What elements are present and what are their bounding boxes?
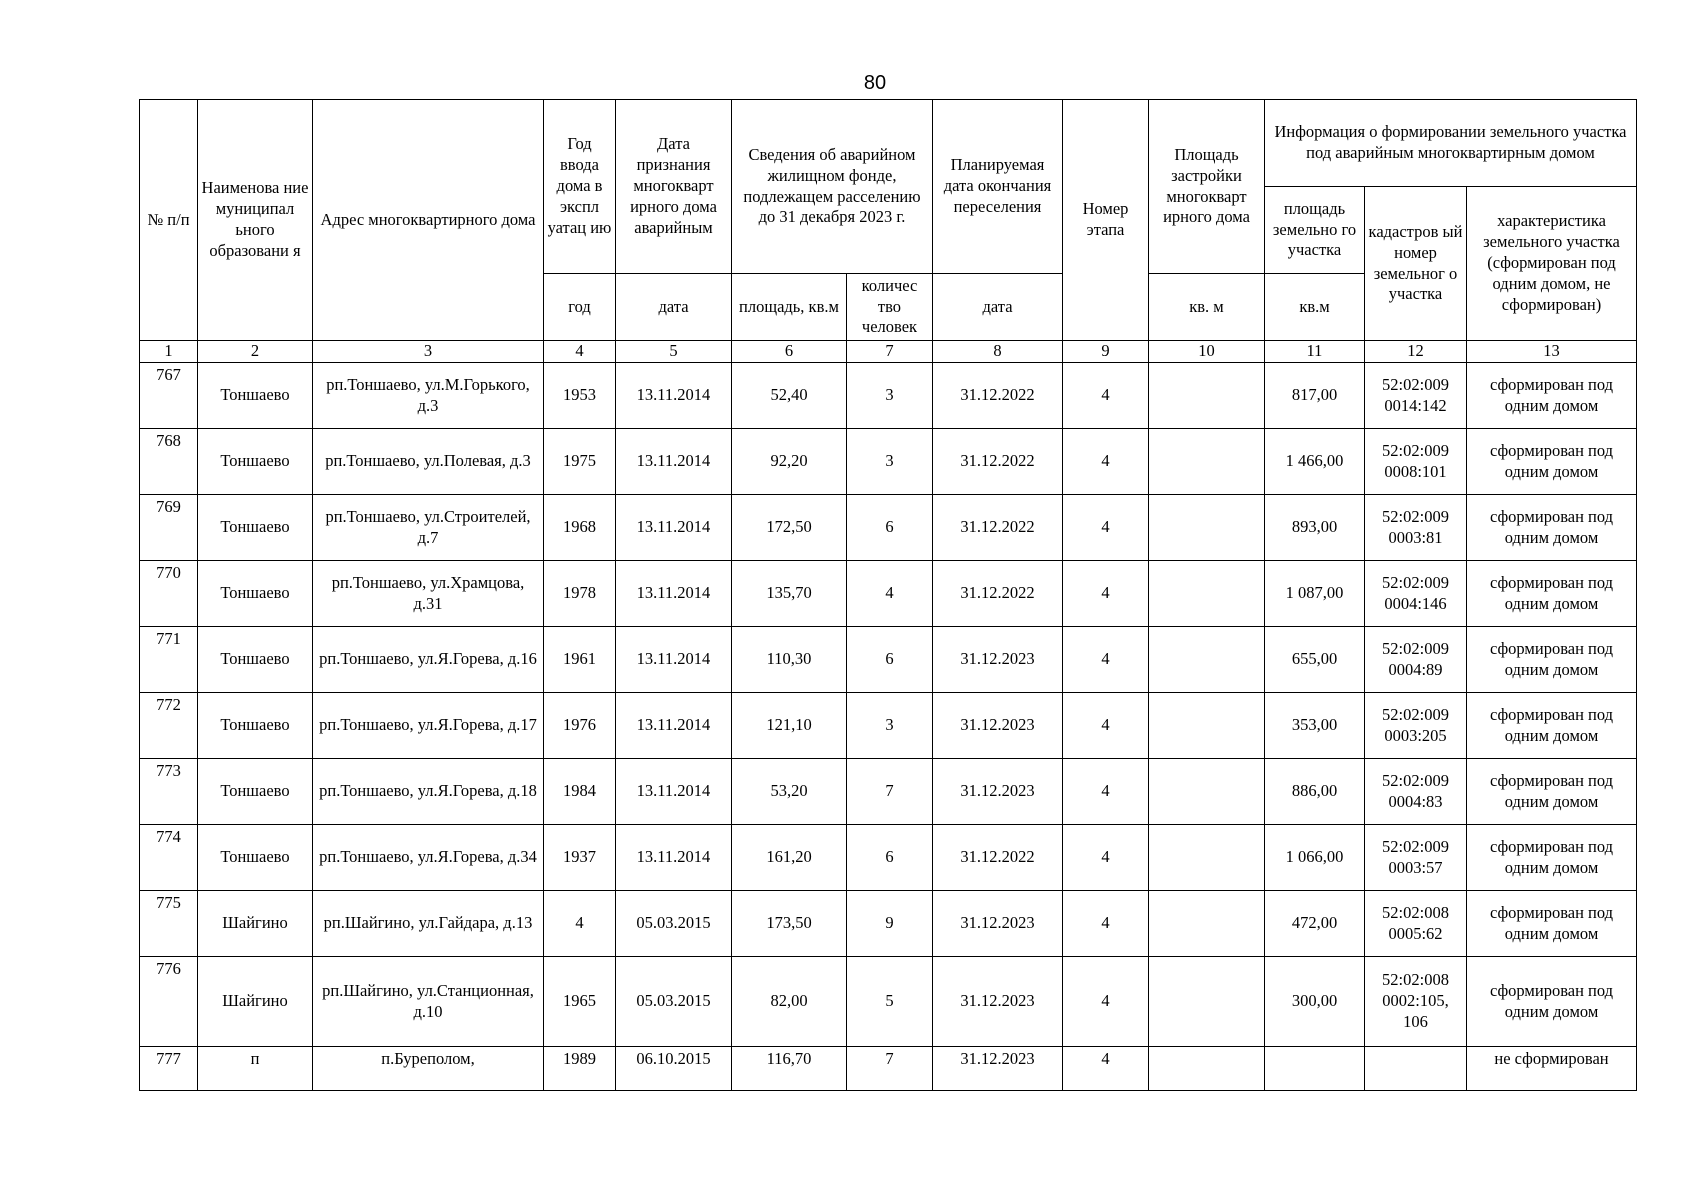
table-row bbox=[140, 627, 1637, 693]
header-building-area: Площадь застройки многокварт ирного дома bbox=[1149, 100, 1265, 274]
stage-cell: 4 bbox=[1063, 957, 1149, 1047]
building-area-cell bbox=[1149, 561, 1265, 627]
recognition-date-cell: 13.11.2014 bbox=[616, 627, 732, 693]
people-cell: 6 bbox=[847, 825, 933, 891]
year-cell: 1975 bbox=[544, 429, 616, 495]
cadastral-cell: 52:02:008 0002:105, 106 bbox=[1365, 957, 1467, 1047]
people-cell: 5 bbox=[847, 957, 933, 1047]
people-cell: 3 bbox=[847, 429, 933, 495]
cadastral-cell bbox=[1365, 1047, 1467, 1091]
area-cell: 121,10 bbox=[732, 693, 847, 759]
land-area-cell: 1 466,00 bbox=[1265, 429, 1365, 495]
column-number: 5 bbox=[616, 341, 732, 363]
cadastral-cell: 52:02:009 0014:142 bbox=[1365, 363, 1467, 429]
year-cell: 4 bbox=[544, 891, 616, 957]
characteristic-cell: сформирован под одним домом bbox=[1467, 759, 1637, 825]
row-number: 772 bbox=[140, 693, 198, 759]
planned-date-cell: 31.12.2023 bbox=[933, 891, 1063, 957]
row-number: 774 bbox=[140, 825, 198, 891]
table-row bbox=[140, 825, 1637, 891]
municipality-cell: Тоншаево bbox=[198, 495, 313, 561]
stage-cell: 4 bbox=[1063, 891, 1149, 957]
people-cell: 7 bbox=[847, 759, 933, 825]
land-area-cell: 817,00 bbox=[1265, 363, 1365, 429]
recognition-date-cell: 06.10.2015 bbox=[616, 1047, 732, 1091]
year-cell: 1976 bbox=[544, 693, 616, 759]
table-row bbox=[140, 759, 1637, 825]
people-cell: 6 bbox=[847, 495, 933, 561]
municipality-cell: Тоншаево bbox=[198, 561, 313, 627]
recognition-date-cell: 13.11.2014 bbox=[616, 363, 732, 429]
year-cell: 1937 bbox=[544, 825, 616, 891]
row-number: 770 bbox=[140, 561, 198, 627]
header-land-area: площадь земельно го участка bbox=[1265, 187, 1365, 274]
table-row bbox=[140, 891, 1637, 957]
area-cell: 135,70 bbox=[732, 561, 847, 627]
address-cell: рп.Тоншаево, ул.Храмцова, д.31 bbox=[313, 561, 544, 627]
column-number: 8 bbox=[933, 341, 1063, 363]
address-cell: рп.Шайгино, ул.Гайдара, д.13 bbox=[313, 891, 544, 957]
stage-cell: 4 bbox=[1063, 561, 1149, 627]
cadastral-cell: 52:02:009 0003:81 bbox=[1365, 495, 1467, 561]
table-row bbox=[140, 429, 1637, 495]
column-number: 7 bbox=[847, 341, 933, 363]
stage-cell: 4 bbox=[1063, 1047, 1149, 1091]
table-row bbox=[140, 957, 1637, 1047]
planned-date-cell: 31.12.2023 bbox=[933, 627, 1063, 693]
building-area-cell bbox=[1149, 627, 1265, 693]
stage-cell: 4 bbox=[1063, 825, 1149, 891]
people-cell: 4 bbox=[847, 561, 933, 627]
unit-land-area: кв.м bbox=[1265, 274, 1365, 341]
stage-cell: 4 bbox=[1063, 495, 1149, 561]
column-number: 9 bbox=[1063, 341, 1149, 363]
characteristic-cell: сформирован под одним домом bbox=[1467, 693, 1637, 759]
column-number: 4 bbox=[544, 341, 616, 363]
column-number: 1 bbox=[140, 341, 198, 363]
page-number: 80 bbox=[863, 72, 887, 94]
year-cell: 1961 bbox=[544, 627, 616, 693]
year-cell: 1978 bbox=[544, 561, 616, 627]
area-cell: 172,50 bbox=[732, 495, 847, 561]
planned-date-cell: 31.12.2022 bbox=[933, 363, 1063, 429]
planned-date-cell: 31.12.2022 bbox=[933, 561, 1063, 627]
characteristic-cell: сформирован под одним домом bbox=[1467, 891, 1637, 957]
planned-date-cell: 31.12.2023 bbox=[933, 957, 1063, 1047]
table-row bbox=[140, 693, 1637, 759]
stage-cell: 4 bbox=[1063, 363, 1149, 429]
municipality-cell: п bbox=[198, 1047, 313, 1091]
characteristic-cell: сформирован под одним домом bbox=[1467, 957, 1637, 1047]
land-area-cell: 1 087,00 bbox=[1265, 561, 1365, 627]
building-area-cell bbox=[1149, 759, 1265, 825]
characteristic-cell: сформирован под одним домом bbox=[1467, 429, 1637, 495]
municipality-cell: Шайгино bbox=[198, 891, 313, 957]
municipality-cell: Тоншаево bbox=[198, 759, 313, 825]
table-row bbox=[140, 1047, 1637, 1091]
land-area-cell: 353,00 bbox=[1265, 693, 1365, 759]
planned-date-cell: 31.12.2023 bbox=[933, 693, 1063, 759]
unit-people: количес тво человек bbox=[847, 274, 933, 341]
building-area-cell bbox=[1149, 693, 1265, 759]
unit-date: дата bbox=[616, 274, 732, 341]
row-number: 773 bbox=[140, 759, 198, 825]
land-area-cell: 886,00 bbox=[1265, 759, 1365, 825]
table-row bbox=[140, 561, 1637, 627]
building-area-cell bbox=[1149, 1047, 1265, 1091]
address-cell: рп.Тоншаево, ул.Строителей, д.7 bbox=[313, 495, 544, 561]
planned-date-cell: 31.12.2022 bbox=[933, 825, 1063, 891]
year-cell: 1965 bbox=[544, 957, 616, 1047]
address-cell: рп.Тоншаево, ул.Я.Горева, д.16 bbox=[313, 627, 544, 693]
row-number: 775 bbox=[140, 891, 198, 957]
stage-cell: 4 bbox=[1063, 627, 1149, 693]
area-cell: 82,00 bbox=[732, 957, 847, 1047]
emergency-housing-table bbox=[139, 99, 1637, 1091]
land-area-cell: 1 066,00 bbox=[1265, 825, 1365, 891]
people-cell: 3 bbox=[847, 693, 933, 759]
row-number: 769 bbox=[140, 495, 198, 561]
stage-cell: 4 bbox=[1063, 429, 1149, 495]
planned-date-cell: 31.12.2023 bbox=[933, 1047, 1063, 1091]
building-area-cell bbox=[1149, 891, 1265, 957]
unit-building-area: кв. м bbox=[1149, 274, 1265, 341]
building-area-cell bbox=[1149, 429, 1265, 495]
building-area-cell bbox=[1149, 363, 1265, 429]
row-number: 776 bbox=[140, 957, 198, 1047]
cadastral-cell: 52:02:009 0003:205 bbox=[1365, 693, 1467, 759]
header-number: № п/п bbox=[140, 100, 198, 341]
cadastral-cell: 52:02:008 0005:62 bbox=[1365, 891, 1467, 957]
area-cell: 161,20 bbox=[732, 825, 847, 891]
land-area-cell: 300,00 bbox=[1265, 957, 1365, 1047]
column-number: 10 bbox=[1149, 341, 1265, 363]
area-cell: 92,20 bbox=[732, 429, 847, 495]
header-commission-year: Год ввода дома в экспл уатац ию bbox=[544, 100, 616, 274]
characteristic-cell: сформирован под одним домом bbox=[1467, 825, 1637, 891]
cadastral-cell: 52:02:009 0004:83 bbox=[1365, 759, 1467, 825]
column-number: 6 bbox=[732, 341, 847, 363]
header-land-characteristic: характеристика земельного участка (сформирован под одним домом, не сформирован) bbox=[1467, 187, 1637, 341]
column-number: 13 bbox=[1467, 341, 1637, 363]
planned-date-cell: 31.12.2023 bbox=[933, 759, 1063, 825]
planned-date-cell: 31.12.2022 bbox=[933, 495, 1063, 561]
address-cell: рп.Тоншаево, ул.Я.Горева, д.17 bbox=[313, 693, 544, 759]
recognition-date-cell: 13.11.2014 bbox=[616, 495, 732, 561]
characteristic-cell: не сформирован bbox=[1467, 1047, 1637, 1091]
characteristic-cell: сформирован под одним домом bbox=[1467, 363, 1637, 429]
people-cell: 9 bbox=[847, 891, 933, 957]
characteristic-cell: сформирован под одним домом bbox=[1467, 627, 1637, 693]
municipality-cell: Тоншаево bbox=[198, 429, 313, 495]
recognition-date-cell: 13.11.2014 bbox=[616, 429, 732, 495]
people-cell: 6 bbox=[847, 627, 933, 693]
address-cell: п.Буреполом, bbox=[313, 1047, 544, 1091]
header-recognition-date: Дата признания многокварт ирного дома аварийным bbox=[616, 100, 732, 274]
municipality-cell: Тоншаево bbox=[198, 825, 313, 891]
stage-cell: 4 bbox=[1063, 759, 1149, 825]
header-stage: Номер этапа bbox=[1063, 100, 1149, 341]
cadastral-cell: 52:02:009 0003:57 bbox=[1365, 825, 1467, 891]
year-cell: 1953 bbox=[544, 363, 616, 429]
address-cell: рп.Тоншаево, ул.Я.Горева, д.18 bbox=[313, 759, 544, 825]
header-emergency-fund: Сведения об аварийном жилищном фонде, подлежащем расселению до 31 декабря 2023 г. bbox=[732, 100, 933, 274]
cadastral-cell: 52:02:009 0004:146 bbox=[1365, 561, 1467, 627]
area-cell: 52,40 bbox=[732, 363, 847, 429]
table-row bbox=[140, 363, 1637, 429]
year-cell: 1989 bbox=[544, 1047, 616, 1091]
row-number: 768 bbox=[140, 429, 198, 495]
year-cell: 1968 bbox=[544, 495, 616, 561]
land-area-cell: 893,00 bbox=[1265, 495, 1365, 561]
header-land-info: Информация о формировании земельного участка под аварийным многоквартирным домом bbox=[1265, 100, 1637, 187]
building-area-cell bbox=[1149, 495, 1265, 561]
land-area-cell: 472,00 bbox=[1265, 891, 1365, 957]
recognition-date-cell: 13.11.2014 bbox=[616, 561, 732, 627]
column-number: 12 bbox=[1365, 341, 1467, 363]
building-area-cell bbox=[1149, 825, 1265, 891]
header-address: Адрес многоквартирного дома bbox=[313, 100, 544, 341]
land-area-cell bbox=[1265, 1047, 1365, 1091]
area-cell: 173,50 bbox=[732, 891, 847, 957]
address-cell: рп.Тоншаево, ул.М.Горького, д.3 bbox=[313, 363, 544, 429]
column-number: 11 bbox=[1265, 341, 1365, 363]
header-cadastral-number: кадастров ый номер земельног о участка bbox=[1365, 187, 1467, 341]
municipality-cell: Тоншаево bbox=[198, 693, 313, 759]
year-cell: 1984 bbox=[544, 759, 616, 825]
recognition-date-cell: 13.11.2014 bbox=[616, 759, 732, 825]
column-number: 3 bbox=[313, 341, 544, 363]
row-number: 767 bbox=[140, 363, 198, 429]
cadastral-cell: 52:02:009 0008:101 bbox=[1365, 429, 1467, 495]
area-cell: 116,70 bbox=[732, 1047, 847, 1091]
unit-year: год bbox=[544, 274, 616, 341]
recognition-date-cell: 05.03.2015 bbox=[616, 891, 732, 957]
land-area-cell: 655,00 bbox=[1265, 627, 1365, 693]
people-cell: 7 bbox=[847, 1047, 933, 1091]
table-row bbox=[140, 495, 1637, 561]
address-cell: рп.Тоншаево, ул.Полевая, д.3 bbox=[313, 429, 544, 495]
municipality-cell: Тоншаево bbox=[198, 627, 313, 693]
recognition-date-cell: 13.11.2014 bbox=[616, 693, 732, 759]
municipality-cell: Шайгино bbox=[198, 957, 313, 1047]
building-area-cell bbox=[1149, 957, 1265, 1047]
cadastral-cell: 52:02:009 0004:89 bbox=[1365, 627, 1467, 693]
address-cell: рп.Шайгино, ул.Станционная, д.10 bbox=[313, 957, 544, 1047]
municipality-cell: Тоншаево bbox=[198, 363, 313, 429]
people-cell: 3 bbox=[847, 363, 933, 429]
area-cell: 53,20 bbox=[732, 759, 847, 825]
column-number: 2 bbox=[198, 341, 313, 363]
recognition-date-cell: 13.11.2014 bbox=[616, 825, 732, 891]
stage-cell: 4 bbox=[1063, 693, 1149, 759]
planned-date-cell: 31.12.2022 bbox=[933, 429, 1063, 495]
characteristic-cell: сформирован под одним домом bbox=[1467, 561, 1637, 627]
row-number: 771 bbox=[140, 627, 198, 693]
column-numbers-row bbox=[140, 341, 1637, 363]
header-planned-date: Планируемая дата окончания переселения bbox=[933, 100, 1063, 274]
unit-area: площадь, кв.м bbox=[732, 274, 847, 341]
header-municipality: Наименова ние муниципал ьного образовани я bbox=[198, 100, 313, 341]
row-number: 777 bbox=[140, 1047, 198, 1091]
characteristic-cell: сформирован под одним домом bbox=[1467, 495, 1637, 561]
recognition-date-cell: 05.03.2015 bbox=[616, 957, 732, 1047]
area-cell: 110,30 bbox=[732, 627, 847, 693]
address-cell: рп.Тоншаево, ул.Я.Горева, д.34 bbox=[313, 825, 544, 891]
unit-plan-date: дата bbox=[933, 274, 1063, 341]
